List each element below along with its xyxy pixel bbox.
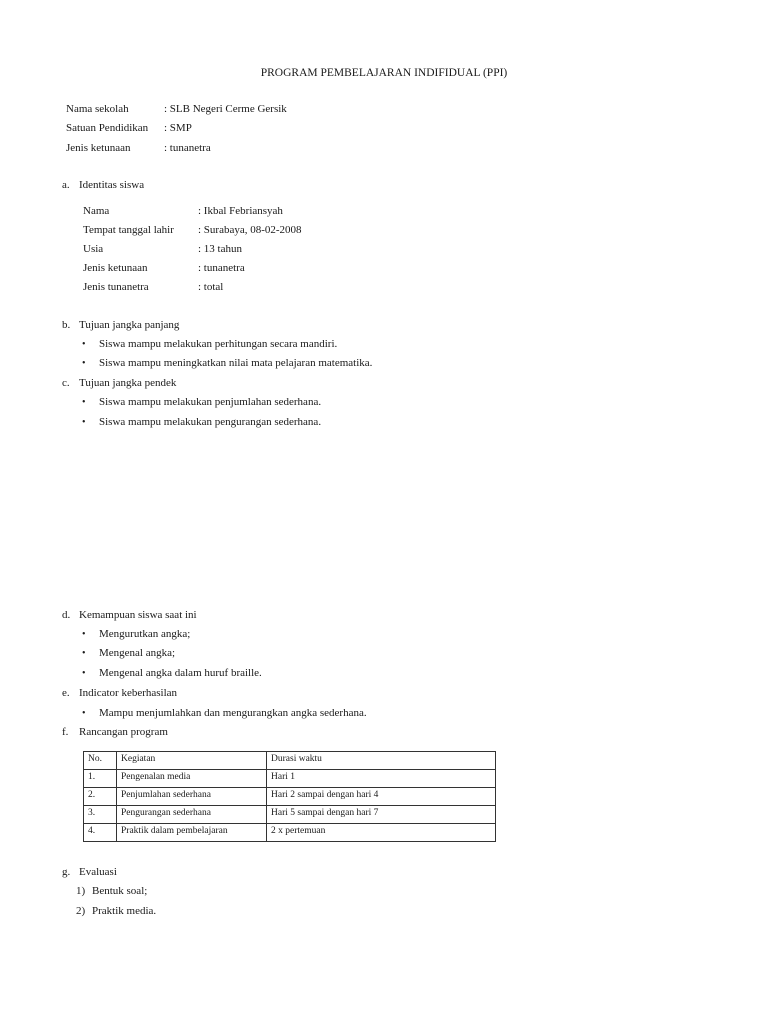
identity-label-name: Nama: [83, 205, 110, 217]
table-header-cell: Kegiatan: [117, 752, 267, 770]
identity-label-blind-type: Jenis tunanetra: [83, 281, 149, 293]
document-title: PROGRAM PEMBELAJARAN INDIFIDUAL (PPI): [260, 67, 508, 79]
list-item: Siswa mampu melakukan perhitungan secara mandiri.: [99, 338, 338, 350]
table-cell: 2 x pertemuan: [267, 824, 496, 842]
section-letter: e.: [62, 687, 70, 699]
section-heading: Tujuan jangka pendek: [79, 377, 177, 389]
table-cell: Pengenalan media: [117, 770, 267, 788]
bullet-icon: •: [82, 668, 86, 679]
table-cell: 3.: [84, 806, 117, 824]
bullet-icon: •: [82, 648, 86, 659]
table-cell: 2.: [84, 788, 117, 806]
table-cell: Penjumlahan sederhana: [117, 788, 267, 806]
section-letter: a.: [62, 179, 70, 191]
table-cell: 1.: [84, 770, 117, 788]
table-row: [84, 806, 496, 824]
list-number: 2): [76, 905, 86, 917]
table-row: [84, 770, 496, 788]
program-table: [83, 751, 496, 842]
identity-label-age: Usia: [83, 243, 104, 255]
identity-label-birth: Tempat tanggal lahir: [83, 224, 174, 236]
info-label-disability: Jenis ketunaan: [66, 142, 131, 154]
section-heading: Rancangan program: [79, 726, 168, 738]
identity-value-age: : 13 tahun: [198, 243, 242, 255]
section-letter: c.: [62, 377, 70, 389]
identity-value-birth: : Surabaya, 08-02-2008: [198, 224, 302, 236]
table-cell: Hari 2 sampai dengan hari 4: [267, 788, 496, 806]
table-row: [84, 824, 496, 842]
section-heading: Indicator keberhasilan: [79, 687, 178, 699]
list-item: Siswa mampu melakukan pengurangan sederhana.: [99, 416, 322, 428]
table-cell: Pengurangan sederhana: [117, 806, 267, 824]
table-cell: 4.: [84, 824, 117, 842]
table-cell: Hari 1: [267, 770, 496, 788]
section-heading: Evaluasi: [79, 866, 117, 878]
section-letter: d.: [62, 609, 71, 621]
table-header-row: [84, 752, 496, 770]
list-item: Mampu menjumlahkan dan mengurangkan angka sederhana.: [99, 707, 367, 719]
table-row: [84, 788, 496, 806]
list-item: Mengurutkan angka;: [99, 628, 191, 640]
info-label-unit: Satuan Pendidikan: [66, 122, 149, 134]
identity-label-disability: Jenis ketunaan: [83, 262, 148, 274]
section-heading: Identitas siswa: [79, 179, 145, 191]
table-header-cell: Durasi waktu: [267, 752, 496, 770]
list-item: Siswa mampu melakukan penjumlahan sederhana.: [99, 396, 322, 408]
bullet-icon: •: [82, 629, 86, 640]
table-cell: Hari 5 sampai dengan hari 7: [267, 806, 496, 824]
bullet-icon: •: [82, 358, 86, 369]
section-letter: b.: [62, 319, 71, 331]
identity-value-name: : Ikbal Febriansyah: [198, 205, 283, 217]
bullet-icon: •: [82, 417, 86, 428]
table-header-cell: No.: [84, 752, 117, 770]
info-value-unit: : SMP: [164, 122, 192, 134]
bullet-icon: •: [82, 708, 86, 719]
bullet-icon: •: [82, 339, 86, 350]
info-value-disability: : tunanetra: [164, 142, 211, 154]
section-heading: Tujuan jangka panjang: [79, 319, 180, 331]
list-number: 1): [76, 885, 86, 897]
list-item: Bentuk soal;: [92, 885, 148, 897]
list-item: Praktik media.: [92, 905, 157, 917]
list-item: Siswa mampu meningkatkan nilai mata pelajaran matematika.: [99, 357, 373, 369]
section-letter: g.: [62, 866, 71, 878]
bullet-icon: •: [82, 397, 86, 408]
identity-value-blind-type: : total: [198, 281, 224, 293]
table-cell: Praktik dalam pembelajaran: [117, 824, 267, 842]
identity-value-disability: : tunanetra: [198, 262, 245, 274]
section-letter: f.: [62, 726, 69, 738]
info-value-school: : SLB Negeri Cerme Gersik: [164, 103, 287, 115]
info-label-school: Nama sekolah: [66, 103, 129, 115]
section-heading: Kemampuan siswa saat ini: [79, 609, 197, 621]
list-item: Mengenal angka;: [99, 647, 176, 659]
list-item: Mengenal angka dalam huruf braille.: [99, 667, 262, 679]
